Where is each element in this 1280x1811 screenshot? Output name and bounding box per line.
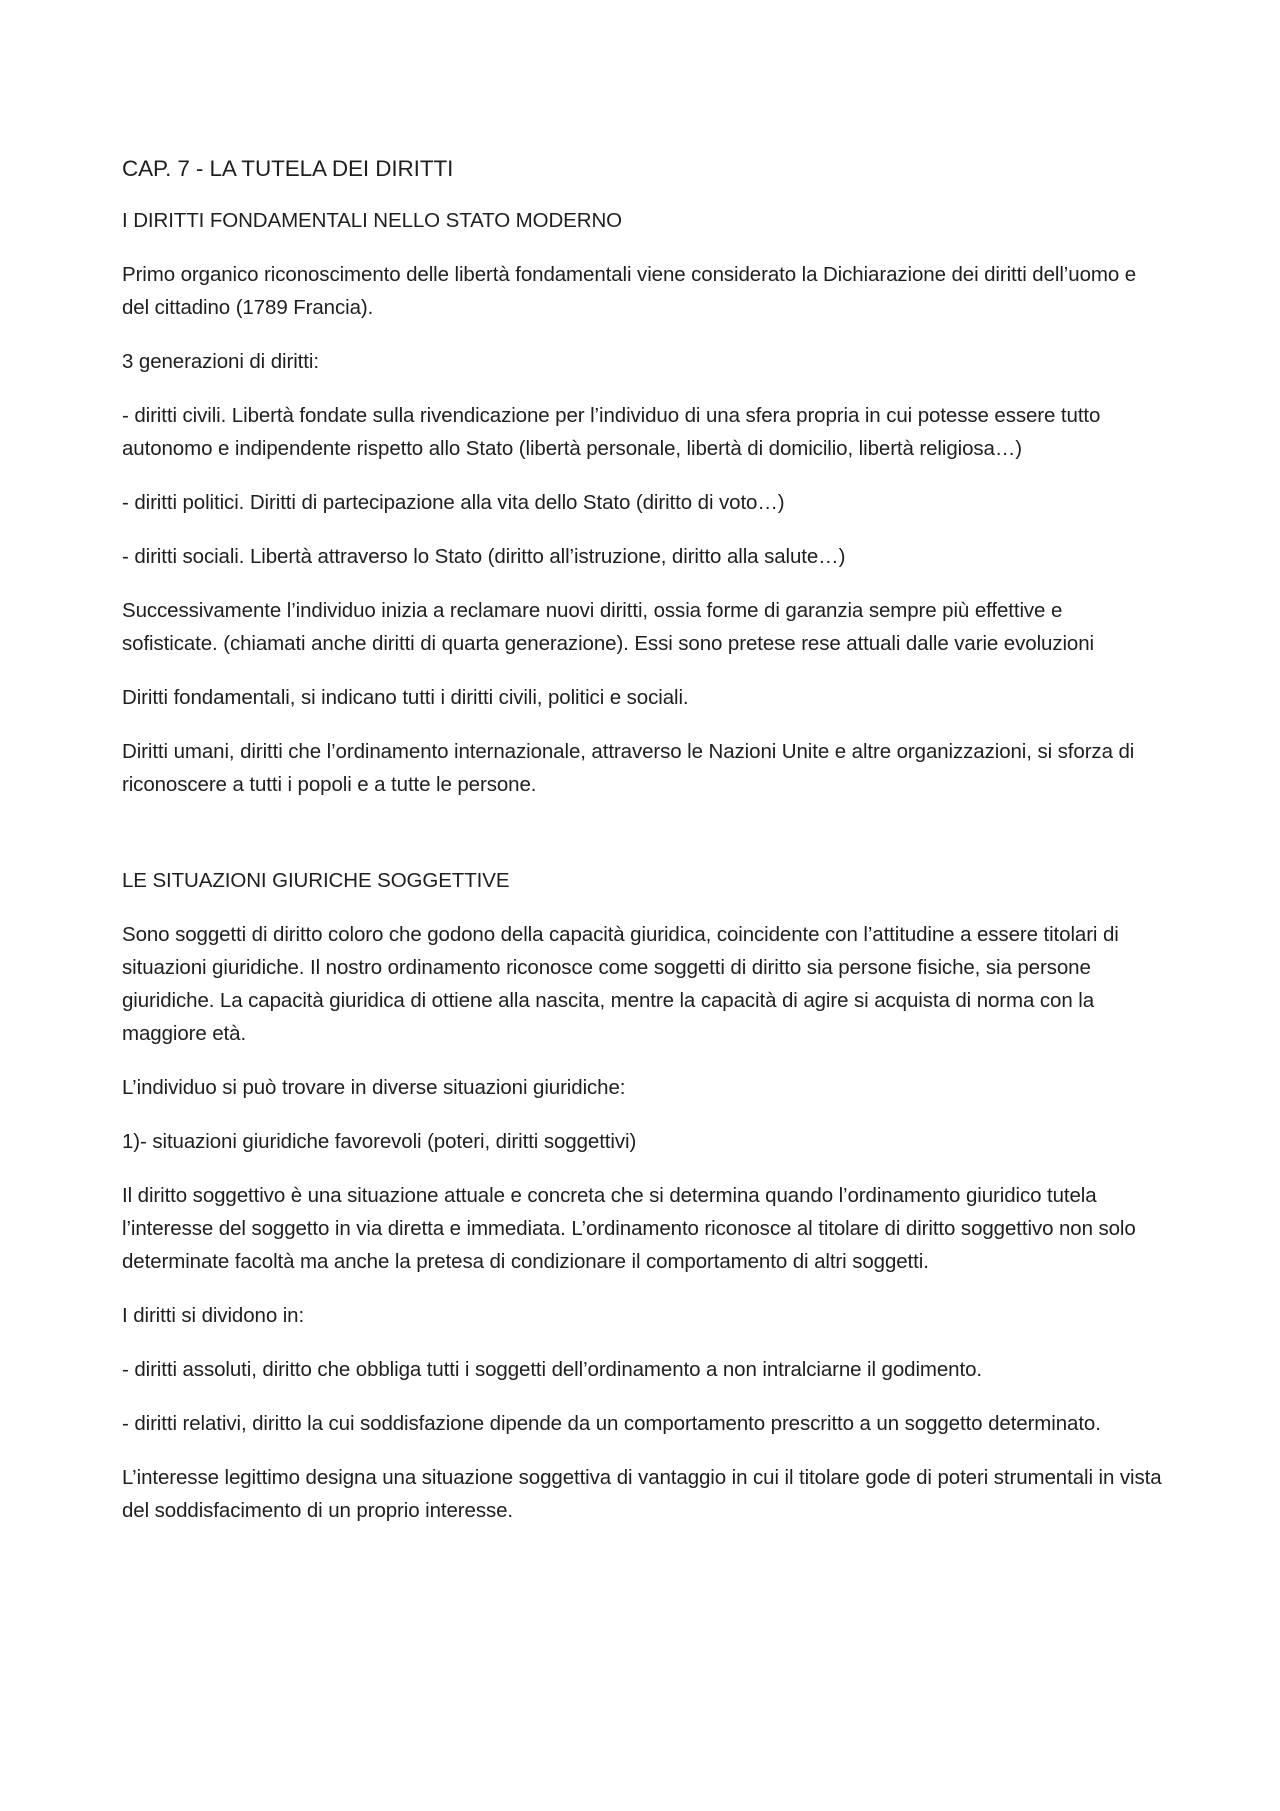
paragraph: L’interesse legittimo designa una situazione soggettiva di vantaggio in cui il titolare gode di poteri strumentali in vista del soddisfacimento di un proprio interesse. bbox=[122, 1466, 1162, 1522]
document-body bbox=[122, 152, 1162, 1548]
list-item: - diritti civili. Libertà fondate sulla rivendicazione per l’individuo di una sfera propria in cui potesse essere tutto autonomo e indipendente rispetto allo Stato (libertà personale, libertà di domicilio, libertà religiosa…) bbox=[122, 404, 1101, 460]
chapter-title: CAP. 7 - LA TUTELA DEI DIRITTI bbox=[122, 156, 454, 181]
list-item: - diritti relativi, diritto la cui soddisfazione dipende da un comportamento prescritto a un soggetto determinato. bbox=[122, 1412, 1101, 1435]
paragraph: Diritti umani, diritti che l’ordinamento internazionale, attraverso le Nazioni Unite e altre organizzazioni, si sforza di riconoscere a tutti i popoli e a tutte le persone. bbox=[122, 740, 1135, 796]
list-item: 1)- situazioni giuridiche favorevoli (poteri, diritti soggettivi) bbox=[122, 1130, 637, 1153]
paragraph: Primo organico riconoscimento delle libertà fondamentali viene considerato la Dichiarazione dei diritti dell’uomo e del cittadino (1789 Francia). bbox=[122, 263, 1137, 319]
section-heading-situazioni-giuridiche: LE SITUAZIONI GIURICHE SOGGETTIVE bbox=[122, 869, 510, 892]
list-item: - diritti politici. Diritti di partecipazione alla vita dello Stato (diritto di voto…) bbox=[122, 491, 785, 514]
paragraph: Diritti fondamentali, si indicano tutti i diritti civili, politici e sociali. bbox=[122, 686, 689, 709]
list-item: - diritti assoluti, diritto che obbliga tutti i soggetti dell’ordinamento a non intralciarne il godimento. bbox=[122, 1358, 982, 1381]
paragraph: I diritti si dividono in: bbox=[122, 1304, 305, 1327]
paragraph: Il diritto soggettivo è una situazione attuale e concreta che si determina quando l’ordinamento giuridico tutela l’interesse del soggetto in via diretta e immediata. L’ordinamento riconosce al titolare di diritto soggettivo non solo determinate facoltà ma anche la pretesa di condizionare il comportamento di altri soggetti. bbox=[122, 1184, 1136, 1273]
paragraph: Successivamente l’individuo inizia a reclamare nuovi diritti, ossia forme di garanzia sempre più effettive e sofisticate. (chiamati anche diritti di quarta generazione). Essi sono pretese rese attuali dalle varie evoluzioni bbox=[122, 599, 1094, 655]
paragraph: 3 generazioni di diritti: bbox=[122, 350, 319, 373]
section-heading-diritti-fondamentali: I DIRITTI FONDAMENTALI NELLO STATO MODERNO bbox=[122, 209, 622, 232]
paragraph: Sono soggetti di diritto coloro che godono della capacità giuridica, coincidente con l’attitudine a essere titolari di situazioni giuridiche. Il nostro ordinamento riconosce come soggetti di diritto sia persone fisiche, sia persone giuridiche. La capacità giuridica di ottiene alla nascita, mentre la capacità di agire si acquista di norma con la maggiore età. bbox=[122, 923, 1119, 1045]
list-item: - diritti sociali. Libertà attraverso lo Stato (diritto all’istruzione, diritto alla salute…) bbox=[122, 545, 846, 568]
paragraph: L’individuo si può trovare in diverse situazioni giuridiche: bbox=[122, 1076, 626, 1099]
